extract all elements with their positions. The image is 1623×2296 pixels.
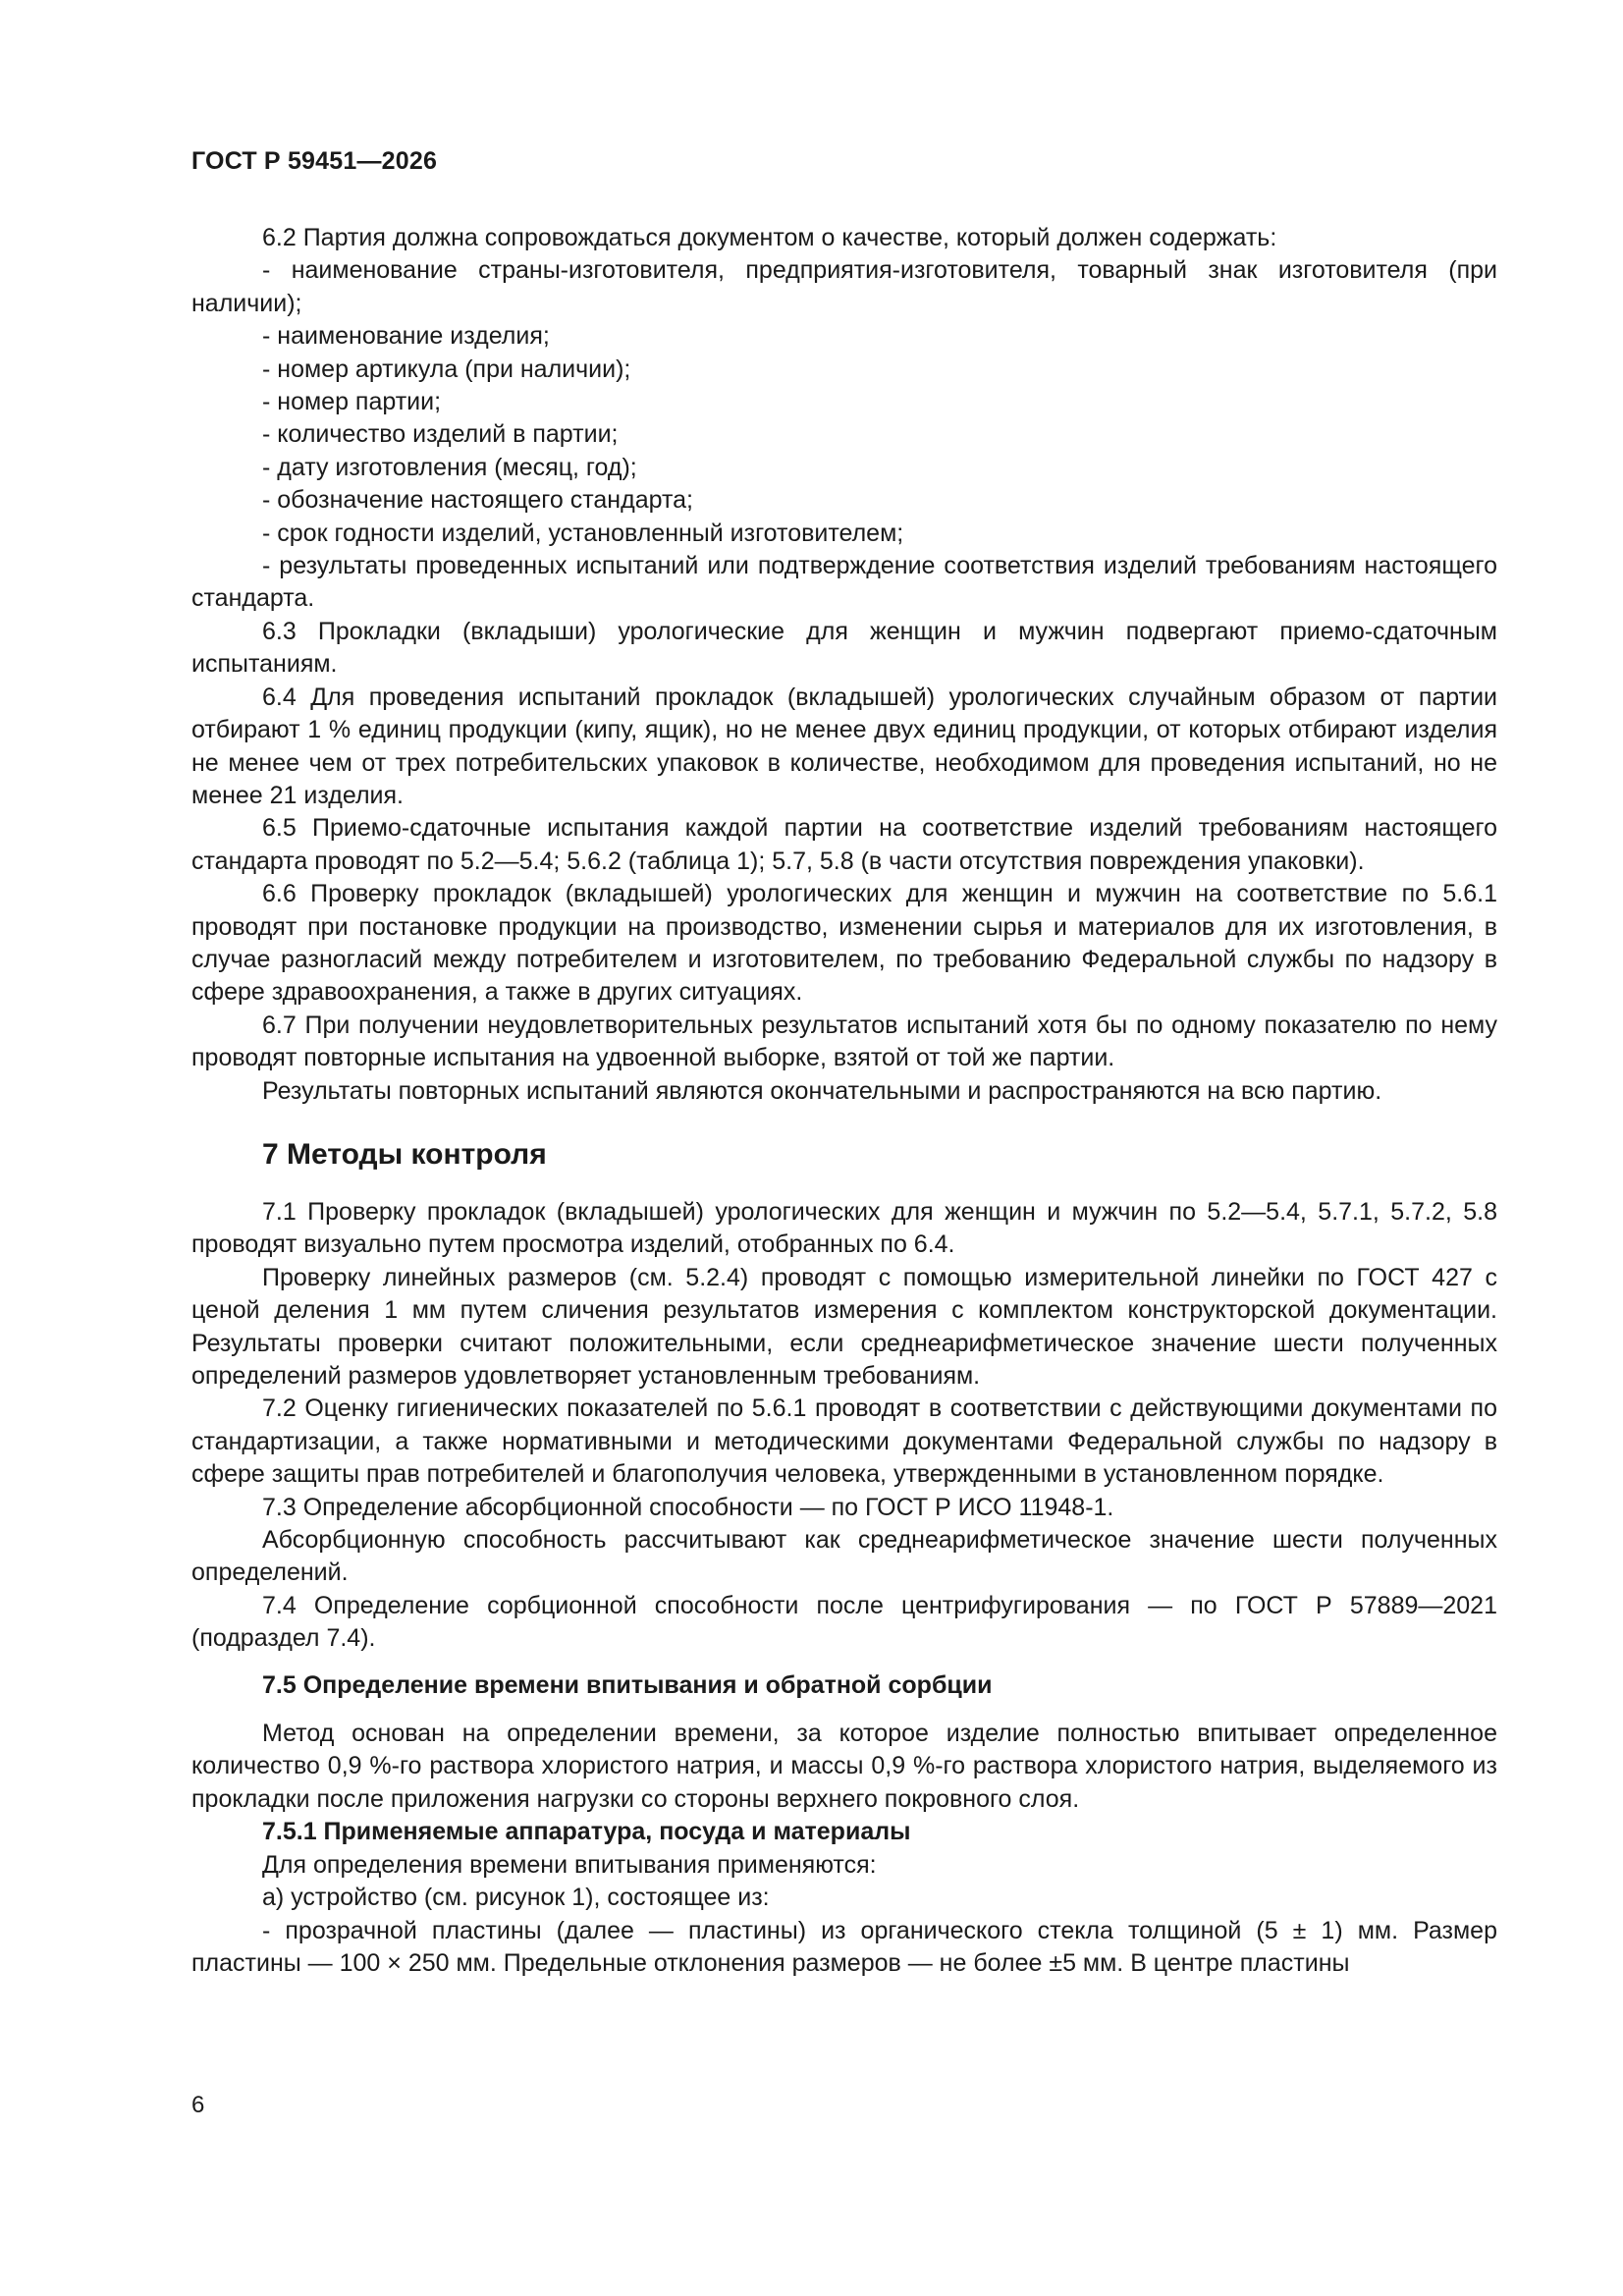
- paragraph-7-4: 7.4 Определение сорбционной способности после центрифугирования — по ГОСТ Р 57889—2021 (подраздел 7.4).: [191, 1591, 1497, 1653]
- paragraph-6-4: 6.4 Для проведения испытаний прокладок (вкладышей) урологических случайным образом от партии отбирают 1 % единиц продукции (кипу, ящик), но не менее двух единиц продукции, от которых отбирают изделия не менее чем от трех потребительских упаковок в количестве, необходимом для проведения испытаний, но не менее 21 изделия.: [191, 683, 1497, 809]
- paragraph-6-2: 6.2 Партия должна сопровождаться документом о качестве, который должен содержать:: [262, 224, 1277, 251]
- page-number: 6: [191, 2092, 205, 2118]
- paragraph-6-7: 6.7 При получении неудовлетворительных результатов испытаний хотя бы по одному показателю по нему проводят повторные испытания на удвоенной выборке, взятой от той же партии.: [191, 1011, 1497, 1072]
- paragraph-6-6: 6.6 Проверку прокладок (вкладышей) урологических для женщин и мужчин на соответствие по 5.6.1 проводят при постановке продукции на производство, изменении сырья и материалов для их изготовления, в случае разногласий между потребителем и изготовителем, по требованию Федеральной службы по надзору в сфере здравоохранения, а также в других ситуациях.: [191, 880, 1497, 1007]
- paragraph-6-5: 6.5 Приемо-сдаточные испытания каждой партии на соответствие изделий требованиям настоящего стандарта проводят по 5.2—5.4; 5.6.2 (таблица 1); 5.7, 5.8 (в части отсутствия повреждения упаковки).: [191, 814, 1497, 875]
- paragraph-7-3: 7.3 Определение абсорбционной способности — по ГОСТ Р ИСО 11948-1.: [262, 1493, 1114, 1521]
- list-item: - номер артикула (при наличии);: [262, 355, 631, 383]
- list-item: - наименование изделия;: [262, 322, 550, 351]
- paragraph-7-5-1-plate: - прозрачной пластины (далее — пластины) из органического стекла толщиной (5 ± 1) мм. Размер пластины — 100 × 250 мм. Предельные отклонения размеров — не более ±5 мм. В центре пластины: [191, 1916, 1497, 1977]
- document-code-header: ГОСТ Р 59451—2026: [191, 147, 438, 175]
- paragraph-6-7-continued: Результаты повторных испытаний являются окончательными и распространяются на всю партию.: [262, 1076, 1382, 1105]
- paragraph-7-1-continued: Проверку линейных размеров (см. 5.2.4) проводят с помощью измерительной линейки по ГОСТ 427 с ценой деления 1 мм путем сличения результатов измерения с комплектом конструкторской документации. Результаты проверки считают положительными, если среднеарифметическое значение шести полученных определений размеров удовлетворяет установленным требованиям.: [191, 1263, 1497, 1390]
- section-7-heading: 7 Методы контроля: [262, 1137, 547, 1171]
- subsection-7-5-1-heading: 7.5.1 Применяемые аппаратура, посуда и материалы: [262, 1818, 911, 1846]
- paragraph-7-5-1-item-a: а) устройство (см. рисунок 1), состоящее из:: [262, 1884, 770, 1912]
- paragraph-6-3: 6.3 Прокладки (вкладыши) урологические для женщин и мужчин подвергают приемо-сдаточным испытаниям.: [191, 617, 1497, 679]
- list-item: - наименование страны-изготовителя, предприятия-изготовителя, товарный знак изготовителя (при наличии);: [191, 256, 1497, 317]
- subsection-7-5-heading: 7.5 Определение времени впитывания и обратной сорбции: [262, 1670, 993, 1699]
- list-item: - обозначение настоящего стандарта;: [262, 486, 693, 515]
- paragraph-7-3-continued: Абсорбционную способность рассчитывают как среднеарифметическое значение шести полученных определений.: [191, 1526, 1497, 1587]
- list-item: - срок годности изделий, установленный изготовителем;: [262, 519, 904, 547]
- list-item: - номер партии;: [262, 388, 442, 416]
- list-item: - дату изготовления (месяц, год);: [262, 453, 637, 481]
- list-item: - количество изделий в партии;: [262, 420, 619, 449]
- paragraph-7-5: Метод основан на определении времени, за которое изделие полностью впитывает определенное количество 0,9 %-го раствора хлористого натрия, и массы 0,9 %-го раствора хлористого натрия, выделяемого из прокладки после приложения нагрузки со стороны верхнего покровного слоя.: [191, 1720, 1497, 1813]
- paragraph-7-5-1-intro: Для определения времени впитывания применяются:: [262, 1850, 877, 1879]
- list-item: - результаты проведенных испытаний или подтверждение соответствия изделий требованиям настоящего стандарта.: [191, 552, 1497, 613]
- paragraph-7-1: 7.1 Проверку прокладок (вкладышей) урологических для женщин и мужчин по 5.2—5.4, 5.7.1, 5.7.2, 5.8 проводят визуально путем просмотра изделий, отобранных по 6.4.: [191, 1197, 1497, 1259]
- paragraph-7-2: 7.2 Оценку гигиенических показателей по 5.6.1 проводят в соответствии с действующими документами по стандартизации, а также нормативными и методическими документами Федеральной службы по надзору в сфере защиты прав потребителей и благополучия человека, утвержденными в установленном порядке.: [191, 1394, 1497, 1489]
- document-body: [191, 222, 1497, 1980]
